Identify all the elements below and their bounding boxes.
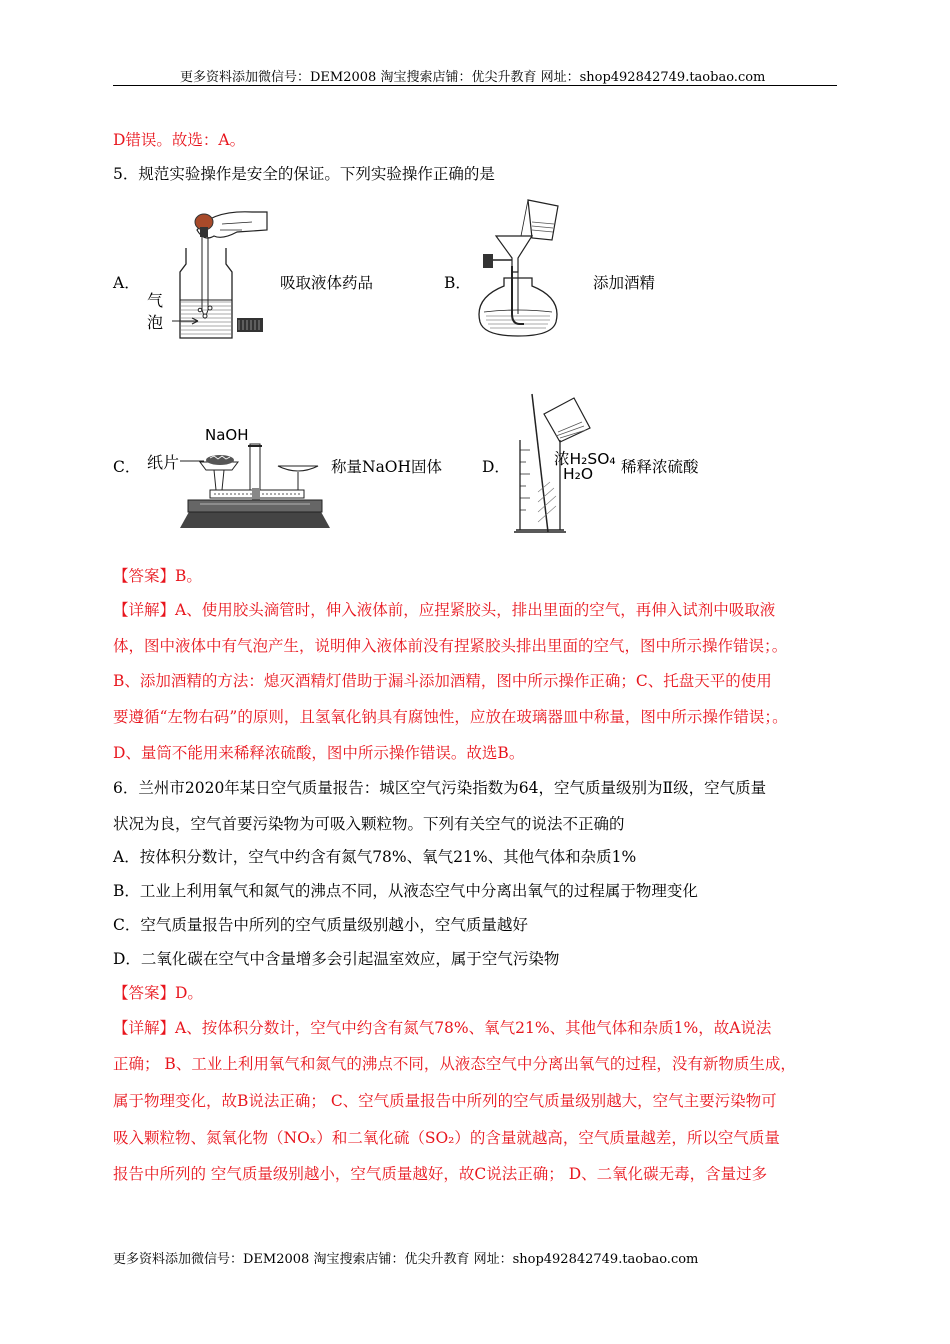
q6-explain-line-3: 属于物理变化，故B说法正确； C、空气质量报告中所列的空气质量级别越大，空气主要污染物可: [113, 1092, 777, 1110]
q5-option-c-paper-label: 纸片: [147, 453, 180, 472]
q5-option-c-letter: C．: [113, 458, 141, 476]
q5-option-a-label-1: 气: [147, 291, 164, 310]
q6-stem-line-1: 6．兰州市2020年某日空气质量报告：城区空气污染指数为64，空气质量级别为Ⅱ级，空气质量: [113, 779, 767, 797]
page-footer: 更多资料添加微信号：DEM2008 淘宝搜索店铺：优尖升教育 网址：shop492842749.taobao.com: [113, 1252, 699, 1267]
q5-option-d-letter: D．: [482, 458, 510, 476]
q6-option-c: C．空气质量报告中所列的空气质量级别越小，空气质量越好: [113, 916, 528, 934]
q5-answer: 【答案】B。: [113, 567, 202, 585]
q5-option-d-caption: 稀释浓硫酸: [621, 458, 699, 476]
q5-option-c-caption: 称量NaOH固体: [331, 458, 443, 476]
q5-explain-line-2: 体，图中液体中有气泡产生，说明伸入液体前没有捏紧胶头排出里面的空气，图中所示操作错误；。: [113, 637, 788, 655]
q5-option-d-acid-label: 浓H₂SO₄: [554, 450, 616, 468]
q6-explain-line-5: 报告中所列的 空气质量级别越小，空气质量越好，故C说法正确； D、二氧化碳无毒，含量过多: [113, 1165, 768, 1183]
q6-explain-line-2: 正确； B、工业上利用氧气和氮气的沸点不同，从液态空气中分离出氧气的过程，没有新物质生成，: [113, 1055, 796, 1073]
q6-option-b: B．工业上利用氧气和氮气的沸点不同，从液态空气中分离出氧气的过程属于物理变化: [113, 882, 698, 900]
q6-explain-line-4: 吸入颗粒物、氮氧化物（NOₓ）和二氧化硫（SO₂）的含量就越高，空气质量越差，所以空气质量: [113, 1129, 780, 1147]
q5-option-a-letter: A．: [113, 274, 140, 292]
q6-explain-line-1: 【详解】A、按体积分数计，空气中约含有氮气78%、氧气21%、其他气体和杂质1%，故A说法: [113, 1019, 772, 1037]
q6-option-d: D．二氧化碳在空气中含量增多会引起温室效应，属于空气污染物: [113, 950, 560, 968]
q5-option-a-caption: 吸取液体药品: [280, 274, 374, 292]
q6-option-a: A．按体积分数计，空气中约含有氮气78%、氧气21%、其他气体和杂质1%: [113, 848, 637, 866]
q5-option-b-figure: [474, 196, 564, 341]
q6-answer: 【答案】D。: [113, 984, 203, 1002]
prev-conclusion: D错误。故选：A。: [113, 131, 246, 149]
q5-option-a-label-2: 泡: [147, 313, 164, 332]
q5-option-b-caption: 添加酒精: [593, 274, 656, 292]
q5-explain-line-4: 要遵循“左物右码”的原则，且氢氧化钠具有腐蚀性，应放在玻璃器皿中称量，图中所示操作错误；。: [113, 708, 788, 726]
page-header: 更多资料添加微信号：DEM2008 淘宝搜索店铺：优尖升教育 网址：shop492842749.taobao.com: [180, 70, 766, 85]
q5-explain-line-5: D、量筒不能用来稀释浓硫酸，图中所示操作错误。故选B。: [113, 744, 525, 762]
q5-explain-line-3: B、添加酒精的方法：熄灭酒精灯借助于漏斗添加酒精，图中所示操作正确；C、托盘天平的使用: [113, 672, 772, 690]
q5-stem: 5．规范实验操作是安全的保证。下列实验操作正确的是: [113, 165, 495, 183]
q5-option-c-naoh-label: NaOH: [205, 426, 249, 444]
q5-option-b-letter: B．: [444, 274, 471, 292]
q5-option-c-figure: [180, 440, 330, 540]
q5-option-d-water-label: H₂O: [563, 465, 594, 483]
q5-explain-line-1: 【详解】A、使用胶头滴管时，伸入液体前，应捏紧胶头，排出里面的空气，再伸入试剂中吸取液: [113, 601, 776, 619]
header-rule: [113, 85, 837, 86]
q6-stem-line-2: 状况为良，空气首要污染物为可吸入颗粒物。下列有关空气的说法不正确的: [113, 815, 625, 833]
